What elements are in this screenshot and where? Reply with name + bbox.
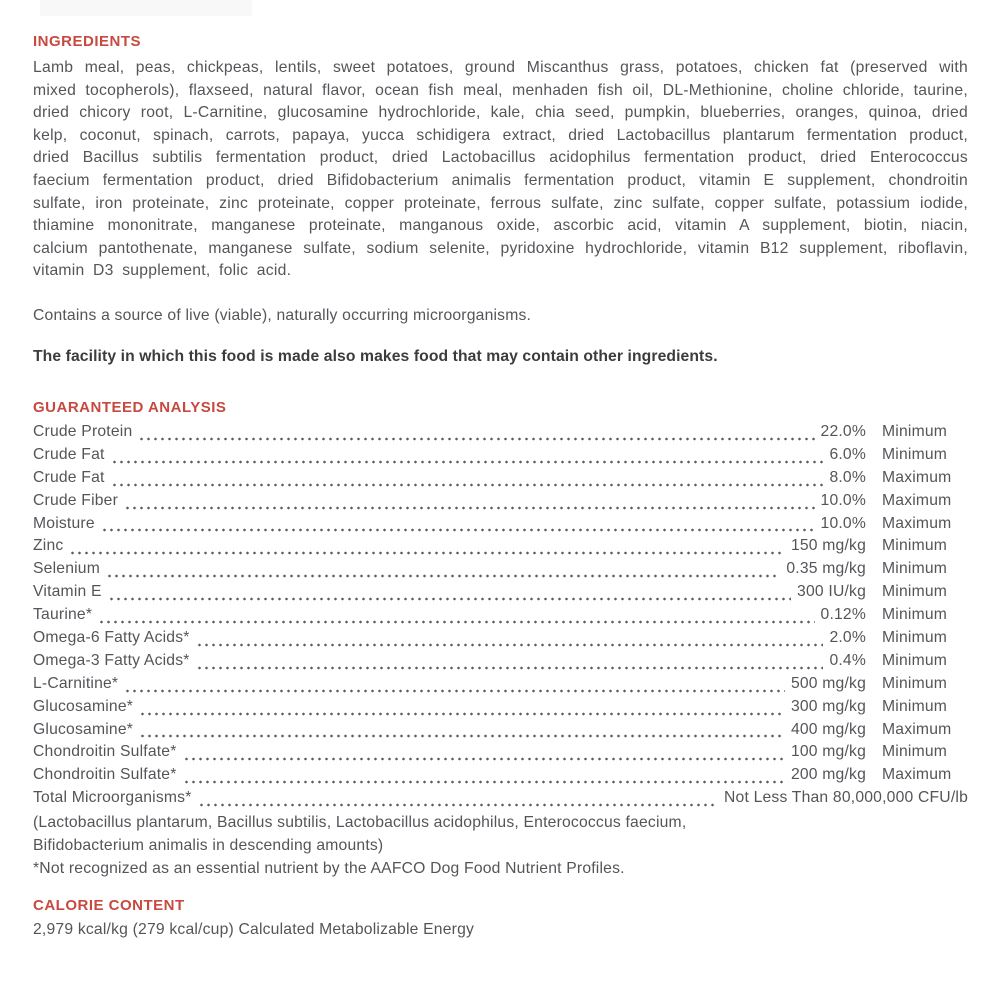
analysis-row-value: 8.0%	[829, 468, 866, 486]
analysis-row	[33, 629, 968, 652]
analysis-row	[33, 652, 968, 675]
analysis-row	[33, 560, 968, 583]
analysis-row-name: Crude Fat	[33, 445, 105, 463]
analysis-row-value: 500 mg/kg	[790, 674, 866, 692]
dot-leader	[139, 721, 785, 744]
analysis-row-name: Crude Protein	[33, 422, 133, 440]
aafco-footnote: *Not recognized as an essential nutrient by the AAFCO Dog Food Nutrient Profiles.	[33, 859, 625, 877]
guaranteed-analysis-table	[33, 423, 968, 812]
analysis-row-value: 0.12%	[820, 606, 866, 624]
analysis-row	[33, 766, 968, 789]
dot-leader	[198, 789, 719, 812]
species-detail-line: Bifidobacterium animalis in descending amounts)	[33, 836, 384, 854]
analysis-row-qualifier: Minimum	[882, 651, 948, 669]
analysis-row-qualifier: Maximum	[882, 766, 952, 784]
dot-leader	[139, 698, 785, 721]
analysis-row-name: Omega-6 Fatty Acids*	[33, 628, 190, 646]
dot-leader	[106, 560, 780, 583]
analysis-row	[33, 721, 968, 744]
dot-leader	[183, 766, 785, 789]
analysis-row-value: 200 mg/kg	[790, 766, 866, 784]
analysis-row	[33, 492, 968, 515]
analysis-row	[33, 583, 968, 606]
analysis-row-qualifier: Minimum	[882, 537, 948, 555]
analysis-row-name: Chondroitin Sulfate*	[33, 766, 177, 784]
analysis-row-name: Chondroitin Sulfate*	[33, 743, 177, 761]
dot-leader	[183, 743, 785, 766]
analysis-row-name: Crude Fiber	[33, 491, 119, 509]
analysis-row-name: Selenium	[33, 560, 101, 578]
analysis-row-value: 2.0%	[829, 628, 866, 646]
analysis-row-value: 100 mg/kg	[790, 743, 866, 761]
analysis-row-qualifier: Maximum	[882, 468, 952, 486]
analysis-row-qualifier: Minimum	[882, 422, 948, 440]
analysis-row-value: 300 IU/kg	[797, 583, 866, 601]
analysis-row-value: 10.0%	[820, 491, 866, 509]
analysis-row-qualifier: Minimum	[882, 697, 948, 715]
dot-leader	[69, 537, 785, 560]
analysis-row-qualifier: Minimum	[882, 743, 948, 761]
dot-leader	[101, 515, 815, 538]
analysis-row-name: Glucosamine*	[33, 720, 134, 738]
analysis-row-value: 300 mg/kg	[790, 697, 866, 715]
analysis-row-qualifier: Maximum	[882, 491, 952, 509]
analysis-row-name: Taurine*	[33, 606, 93, 624]
facility-disclaimer: The facility in which this food is made also makes food that may contain other ingredients.	[33, 347, 718, 365]
analysis-row	[33, 789, 968, 812]
analysis-row-name: Zinc	[33, 537, 64, 555]
live-microorganisms-note: Contains a source of live (viable), naturally occurring microorganisms.	[33, 306, 532, 324]
dot-leader	[111, 446, 824, 469]
analysis-row	[33, 423, 968, 446]
analysis-row-qualifier: Minimum	[882, 560, 948, 578]
analysis-row-value: Not Less Than 80,000,000 CFU/lb	[724, 789, 968, 807]
analysis-row-qualifier: Minimum	[882, 583, 948, 601]
analysis-row-value: 150 mg/kg	[790, 537, 866, 555]
analysis-row	[33, 469, 968, 492]
analysis-row-value: 400 mg/kg	[790, 720, 866, 738]
analysis-row-name: L-Carnitine*	[33, 674, 119, 692]
cropped-content-remnant	[40, 0, 252, 16]
analysis-row-qualifier: Minimum	[882, 606, 948, 624]
analysis-row-name: Omega-3 Fatty Acids*	[33, 651, 190, 669]
analysis-row-value: 0.4%	[829, 651, 866, 669]
species-detail-line: (Lactobacillus plantarum, Bacillus subtilis, Lactobacillus acidophilus, Enterococcus faecium,	[33, 814, 687, 832]
analysis-row	[33, 537, 968, 560]
analysis-row-name: Total Microorganisms*	[33, 789, 192, 807]
analysis-row	[33, 606, 968, 629]
dot-leader	[108, 583, 791, 606]
analysis-row	[33, 675, 968, 698]
analysis-row-name: Vitamin E	[33, 583, 102, 601]
analysis-row	[33, 698, 968, 721]
analysis-row	[33, 446, 968, 469]
ingredients-heading: INGREDIENTS	[33, 33, 142, 50]
analysis-row-qualifier: Maximum	[882, 514, 952, 532]
analysis-row-name: Moisture	[33, 514, 95, 532]
dot-leader	[196, 652, 824, 675]
dot-leader	[124, 675, 785, 698]
analysis-row	[33, 515, 968, 538]
analysis-row	[33, 743, 968, 766]
calorie-content-text: 2,979 kcal/kg (279 kcal/cup) Calculated Metabolizable Energy	[33, 920, 475, 938]
analysis-row-qualifier: Minimum	[882, 445, 948, 463]
dot-leader	[111, 469, 824, 492]
dot-leader	[138, 423, 814, 446]
guaranteed-analysis-heading: GUARANTEED ANALYSIS	[33, 398, 227, 416]
analysis-row-qualifier: Maximum	[882, 720, 952, 738]
analysis-row-value: 0.35 mg/kg	[786, 560, 866, 578]
analysis-row-qualifier: Minimum	[882, 628, 948, 646]
analysis-row-value: 6.0%	[829, 445, 866, 463]
dot-leader	[98, 606, 814, 629]
dot-leader	[124, 492, 814, 515]
dot-leader	[196, 629, 824, 652]
analysis-row-name: Glucosamine*	[33, 697, 134, 715]
analysis-row-name: Crude Fat	[33, 468, 105, 486]
analysis-row-qualifier: Minimum	[882, 674, 948, 692]
calorie-content-heading: CALORIE CONTENT	[33, 896, 185, 914]
analysis-row-value: 10.0%	[820, 514, 866, 532]
analysis-row-value: 22.0%	[820, 422, 866, 440]
ingredients-text: Lamb meal, peas, chickpeas, lentils, sweet potatoes, ground Miscanthus grass, potatoes, chicken fat (preserved with mixed tocopherols), flaxseed, natural flavor, ocean fish meal, menhaden fish oil, DL-Methionine, choline chloride, taurine, dried chicory root, L-Carnitine, glucosamine hydrochloride, kale, chia seed, pumpkin, blueberries, oranges, quinoa, dried kelp, coconut, spinach, carrots, papaya, yucca schidigera extract, dried Lactobacillus plantarum fermentation product, dried Bacillus subtilis fermentation product, dried Lactobacillus acidophilus fermentation product, dried Enterococcus faecium fermentation product, dried Bifidobacterium animalis fermentation product, vitamin E supplement, chondroitin sulfate, iron proteinate, zinc proteinate, copper proteinate, ferrous sulfate, zinc sulfate, copper sulfate, potassium iodide, thiamine mononitrate, manganese proteinate, manganous oxide, ascorbic acid, vitamin A supplement, biotin, niacin, calcium pantothenate, manganese sulfate, sodium selenite, pyridoxine hydrochloride, vitamin B12 supplement, riboflavin, vitamin D3 supplement, folic acid.	[33, 59, 968, 280]
